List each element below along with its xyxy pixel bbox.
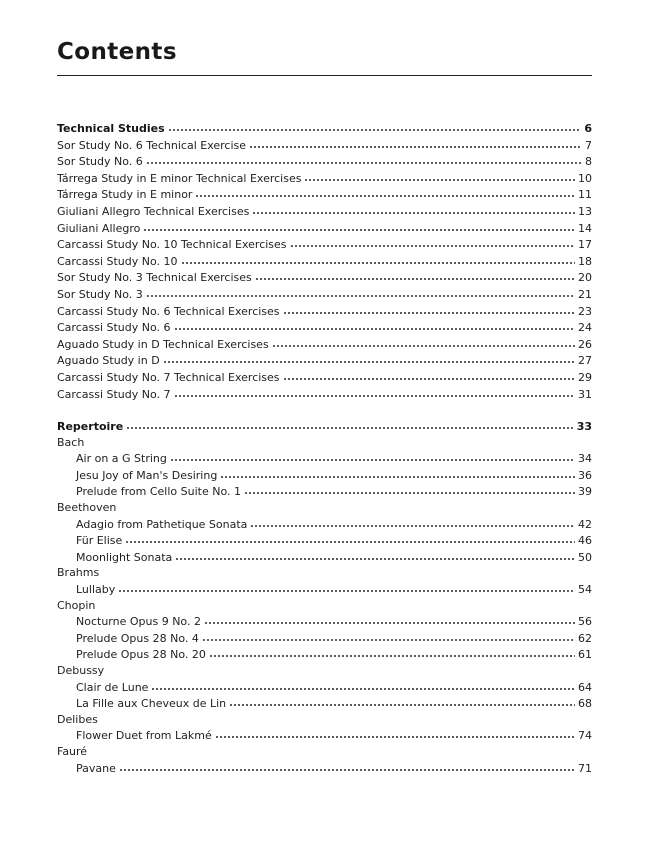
toc-entry-row: [57, 695, 592, 712]
toc-entry-page: 6: [584, 122, 592, 135]
dot-leader: [125, 532, 575, 544]
toc-entry-row: [57, 760, 592, 777]
toc-entry-row: [57, 186, 592, 203]
dot-leader: [249, 137, 582, 149]
toc-entry-title: Tárrega Study in E minor: [57, 188, 193, 202]
toc-entry-page: 29: [578, 370, 592, 384]
dot-leader: [146, 153, 582, 165]
toc-entry-page: 31: [578, 387, 592, 401]
dot-leader: [119, 760, 575, 772]
dot-leader: [175, 549, 575, 561]
dot-leader: [229, 695, 575, 707]
dot-leader: [151, 679, 575, 691]
dot-leader: [244, 483, 575, 495]
dot-leader: [168, 120, 582, 132]
dot-leader: [304, 170, 575, 182]
toc-entry-title: Carcassi Study No. 6: [57, 321, 171, 335]
toc-entry-row: [57, 170, 592, 187]
toc-entry-page: 56: [578, 615, 592, 629]
toc-entry-title: Für Elise: [76, 534, 123, 548]
toc-entry-row: [57, 286, 592, 303]
toc-entry-page: 50: [578, 550, 592, 564]
heading-rule: [57, 75, 592, 76]
dot-leader: [220, 467, 575, 479]
toc-entry-title: Tárrega Study in E minor Technical Exercises: [57, 171, 302, 185]
toc-composer-row: [57, 500, 592, 516]
dot-leader: [126, 418, 574, 430]
toc-entry-title: Prelude from Cello Suite No. 1: [76, 485, 241, 499]
toc-entry-row: [57, 679, 592, 696]
toc-entry-row: [57, 483, 592, 500]
dot-leader: [215, 727, 575, 739]
toc-entry-page: 34: [578, 452, 592, 466]
toc-entry-row: [57, 253, 592, 270]
toc-entry-title: Technical Studies: [57, 122, 165, 135]
toc-entry-row: [57, 549, 592, 566]
toc-composer-row: [57, 598, 592, 614]
toc-entry-row: [57, 386, 592, 403]
toc-entry-page: 68: [578, 697, 592, 711]
toc-entry-title: Chopin: [57, 598, 96, 612]
toc-entry-page: 62: [578, 631, 592, 645]
toc-entry-title: Beethoven: [57, 501, 117, 515]
toc-entry-page: 36: [578, 468, 592, 482]
toc-entry-title: Sor Study No. 3 Technical Exercises: [57, 271, 252, 285]
toc-entry-title: Giuliani Allegro: [57, 221, 141, 235]
toc-composer-row: [57, 663, 592, 679]
toc-composer-row: [57, 565, 592, 581]
dot-leader: [174, 319, 575, 331]
dot-leader: [170, 450, 575, 462]
toc-entry-row: [57, 467, 592, 484]
toc-entry-page: 42: [578, 517, 592, 531]
dot-leader: [204, 613, 575, 625]
dot-leader: [255, 269, 575, 281]
toc-entry-page: 74: [578, 729, 592, 743]
toc-entry-page: 18: [578, 254, 592, 268]
toc-entry-page: 20: [578, 271, 592, 285]
toc-entry-title: Carcassi Study No. 7 Technical Exercises: [57, 370, 280, 384]
toc-entry-row: [57, 220, 592, 237]
toc-entry-page: 13: [578, 204, 592, 218]
toc-entry-row: [57, 236, 592, 253]
toc-composer-row: [57, 712, 592, 728]
toc-entry-title: Delibes: [57, 712, 98, 726]
toc-entry-page: 54: [578, 583, 592, 597]
toc-entry-page: 14: [578, 221, 592, 235]
toc-entry-title: Giuliani Allegro Technical Exercises: [57, 204, 250, 218]
toc-entry-row: [57, 516, 592, 533]
toc-entry-title: Nocturne Opus 9 No. 2: [76, 615, 201, 629]
toc-entry-title: Carcassi Study No. 7: [57, 387, 171, 401]
toc-entry-page: 10: [578, 171, 592, 185]
toc-entry-page: 71: [578, 761, 592, 775]
toc-entry-page: 64: [578, 680, 592, 694]
toc-entry-title: Flower Duet from Lakmé: [76, 729, 212, 743]
toc-entry-row: [57, 450, 592, 467]
toc-entry-row: [57, 137, 592, 154]
toc-entry-row: [57, 581, 592, 598]
dot-leader: [174, 386, 575, 398]
toc-entry-title: La Fille aux Cheveux de Lin: [76, 697, 227, 711]
dot-leader: [250, 516, 575, 528]
dot-leader: [283, 369, 575, 381]
toc-composer-row: [57, 744, 592, 760]
toc-list: [57, 120, 592, 776]
toc-entry-title: Sor Study No. 6: [57, 155, 143, 169]
dot-leader: [118, 581, 575, 593]
toc-entry-page: 8: [585, 155, 592, 169]
toc-entry-title: Aguado Study in D Technical Exercises: [57, 337, 269, 351]
toc-entry-title: Sor Study No. 6 Technical Exercise: [57, 138, 247, 152]
dot-leader: [202, 630, 575, 642]
dot-leader: [181, 253, 575, 265]
dot-leader: [283, 303, 575, 315]
toc-entry-page: 21: [578, 287, 592, 301]
toc-entry-title: Jesu Joy of Man's Desiring: [76, 468, 218, 482]
toc-entry-title: Clair de Lune: [76, 680, 149, 694]
toc-entry-page: 23: [578, 304, 592, 318]
toc-entry-page: 26: [578, 337, 592, 351]
toc-entry-page: 11: [578, 188, 592, 202]
toc-entry-title: Carcassi Study No. 10 Technical Exercises: [57, 238, 287, 252]
toc-entry-row: [57, 727, 592, 744]
toc-entry-page: 61: [578, 648, 592, 662]
dot-leader: [163, 352, 575, 364]
toc-entry-row: [57, 153, 592, 170]
toc-entry-title: Bach: [57, 435, 85, 449]
toc-entry-title: Brahms: [57, 566, 100, 580]
toc-entry-title: Debussy: [57, 664, 105, 677]
toc-entry-title: Adagio from Pathetique Sonata: [76, 517, 248, 531]
toc-entry-row: [57, 613, 592, 630]
toc-section-row: [57, 418, 592, 435]
toc-entry-page: 17: [578, 238, 592, 252]
dot-leader: [146, 286, 575, 298]
toc-entry-title: Carcassi Study No. 6 Technical Exercises: [57, 304, 280, 318]
toc-entry-title: Prelude Opus 28 No. 20: [76, 648, 206, 662]
toc-entry-row: [57, 336, 592, 353]
dot-leader: [209, 646, 575, 658]
toc-entry-row: [57, 319, 592, 336]
toc-entry-row: [57, 532, 592, 549]
dot-leader: [195, 186, 575, 198]
toc-section-row: [57, 120, 592, 137]
toc-entry-title: Moonlight Sonata: [76, 550, 173, 564]
toc-entry-title: Aguado Study in D: [57, 354, 160, 368]
toc-entry-row: [57, 203, 592, 220]
toc-entry-page: 39: [578, 485, 592, 499]
toc-entry-title: Air on a G String: [76, 452, 167, 466]
toc-entry-title: Repertoire: [57, 420, 124, 434]
toc-entry-row: [57, 303, 592, 320]
dot-leader: [290, 236, 575, 248]
toc-entry-title: Fauré: [57, 744, 88, 758]
toc-entry-row: [57, 369, 592, 386]
toc-entry-row: [57, 630, 592, 647]
page-title: Contents: [57, 39, 177, 65]
toc-entry-page: 7: [585, 138, 592, 152]
toc-entry-title: Carcassi Study No. 10: [57, 254, 178, 268]
toc-entry-page: 24: [578, 321, 592, 335]
dot-leader: [272, 336, 575, 348]
toc-entry-page: 46: [578, 534, 592, 548]
dot-leader: [143, 220, 575, 232]
toc-entry-row: [57, 352, 592, 369]
toc-entry-title: Sor Study No. 3: [57, 287, 143, 301]
toc-entry-title: Pavane: [76, 761, 116, 775]
toc-entry-page: 27: [578, 354, 592, 368]
toc-entry-row: [57, 269, 592, 286]
toc-entry-title: Lullaby: [76, 583, 116, 597]
toc-entry-title: Prelude Opus 28 No. 4: [76, 631, 199, 645]
toc-entry-row: [57, 646, 592, 663]
toc-composer-row: [57, 435, 592, 451]
dot-leader: [252, 203, 575, 215]
toc-entry-page: 33: [576, 420, 592, 434]
